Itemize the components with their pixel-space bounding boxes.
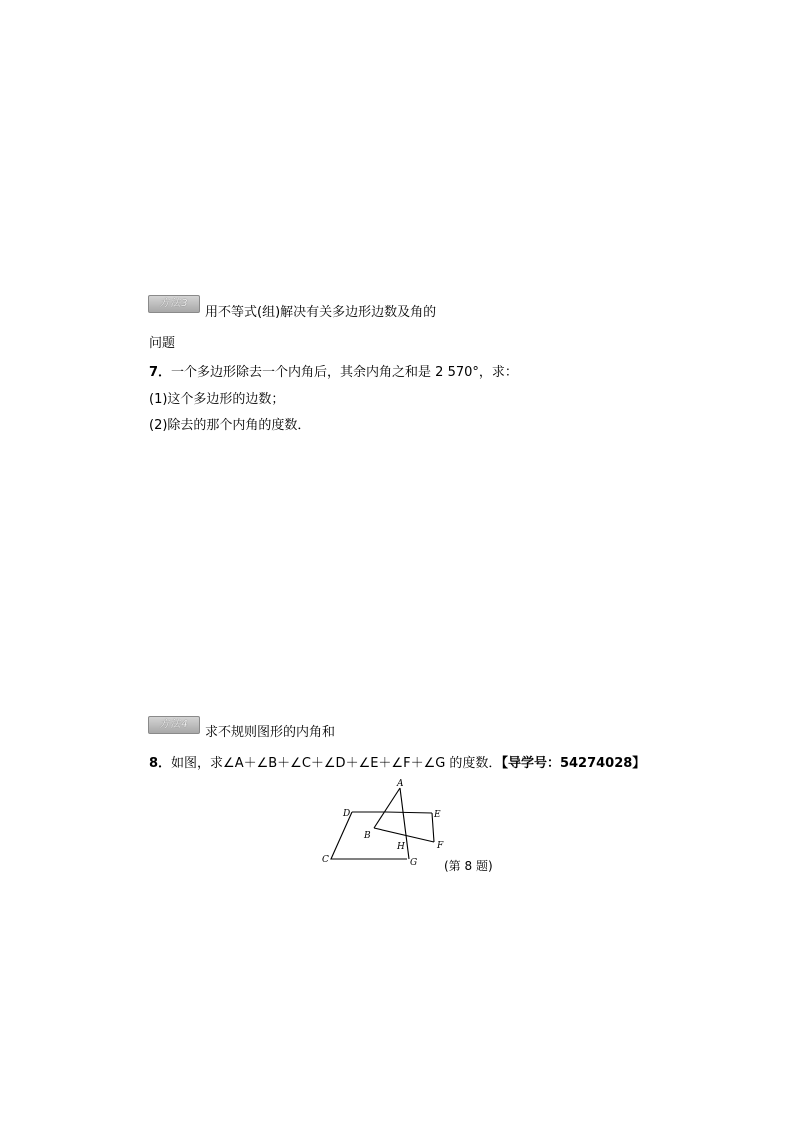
question-7-part-2: (2)除去的那个内角的度数． xyxy=(149,418,311,433)
section-3-title-line1: 用不等式(组)解决有关多边形边数及角的 xyxy=(205,305,437,320)
figure-label-d: D xyxy=(343,809,351,819)
figure-label-b: B xyxy=(364,831,371,841)
figure-label-c: C xyxy=(322,855,329,865)
question-8-number: 8． xyxy=(149,756,172,771)
figure-label-e: E xyxy=(434,810,441,820)
question-8-text: 如图，求∠A＋∠B＋∠C＋∠D＋∠E＋∠F＋∠G 的度数． xyxy=(171,756,502,771)
figure-caption: (第 8 题) xyxy=(444,859,493,873)
method-4-badge: 方法4 xyxy=(148,716,200,734)
method-3-badge: 方法3 xyxy=(148,295,200,313)
figure-segment-bf xyxy=(374,828,434,842)
figure-label-h: H xyxy=(397,842,405,852)
question-7-number: 7． xyxy=(149,365,172,380)
section-4-title: 求不规则图形的内角和 xyxy=(205,725,336,740)
question-8-reference: 【导学号：54274028】 xyxy=(501,756,646,771)
figure-label-g: G xyxy=(410,858,418,868)
section-3-title-line2: 问题 xyxy=(149,336,176,351)
question-7-part-1: (1)这个多边形的边数； xyxy=(149,392,285,407)
question-7-text: 一个多边形除去一个内角后，其余内角之和是 2 570°，求： xyxy=(171,365,518,380)
figure-label-a: A xyxy=(397,779,404,789)
figure-label-f: F xyxy=(437,841,444,851)
figure-segment-de xyxy=(386,812,432,813)
figure-segment-ab xyxy=(374,788,400,828)
